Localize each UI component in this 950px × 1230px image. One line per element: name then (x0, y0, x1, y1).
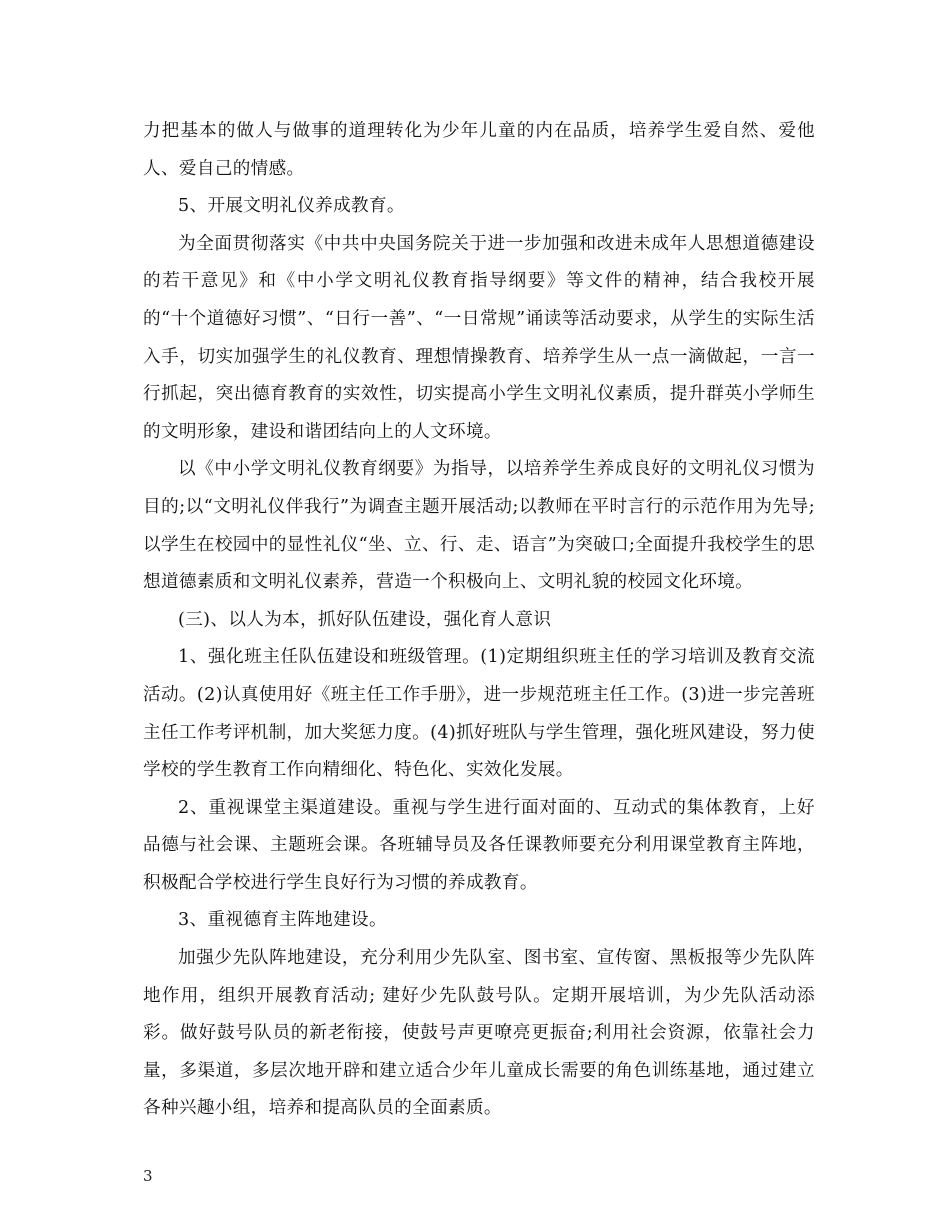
section-heading-3: (三)、以人为本，抓好队伍建设，强化育人意识 (178, 609, 552, 630)
body-text (143, 113, 815, 1128)
paragraph-1: 力把基本的做人与做事的道理转化为少年儿童的内在品质，培养学生爱自然、爱他人、爱自己的情感。 (143, 121, 815, 179)
paragraph-8-heading: 3、重视德育主阵地建设。 (178, 910, 387, 931)
paragraph-9: 加强少先队阵地建设，充分利用少先队室、图书室、宣传窗、黑板报等少先队阵地作用，组织开展教育活动; 建好少先队鼓号队。定期开展培训，为少先队活动添彩。做好鼓号队员的新老衔接，使鼓号声更嘹亮更振奋;利用社会资源，依靠社会力量，多渠道，多层次地开辟和建立适合少年儿童成长需要的角色训练基地，通过建立各种兴趣小组，培养和提高队员的全面素质。 (143, 948, 815, 1119)
paragraph-4: 以《中小学文明礼仪教育纲要》为指导，以培养学生养成良好的文明礼仪习惯为目的;以“文明礼仪伴我行”为调查主题开展活动;以教师在平时言行的示范作用为先导;以学生在校园中的显性礼仪“坐、立、行、走、语言”为突破口;全面提升我校学生的思想道德素质和文明礼仪素养，营造一个积极向上、文明礼貌的校园文化环境。 (143, 459, 815, 593)
paragraph-3: 为全面贯彻落实《中共中央国务院关于进一步加强和改进未成年人思想道德建设的若干意见》和《中小学文明礼仪教育指导纲要》等文件的精神，结合我校开展的“十个道德好习惯”、“日行一善”、“一日常规”诵读等活动要求，从学生的实际生活入手，切实加强学生的礼仪教育、理想情操教育、培养学生从一点一滴做起，一言一行抓起，突出德育教育的实效性，切实提高小学生文明礼仪素质，提升群英小学师生的文明形象，建设和谐团结向上的人文环境。 (143, 233, 815, 442)
paragraph-6: 1、强化班主任队伍建设和班级管理。(1)定期组织班主任的学习培训及教育交流活动。(2)认真使用好《班主任工作手册》，进一步规范班主任工作。(3)进一步完善班主任工作考评机制，加大奖惩力度。(4)抓好班队与学生管理，强化班风建设，努力使学校的学生教育工作向精细化、特色化、实效化发展。 (143, 647, 815, 781)
paragraph-2-heading: 5、开展文明礼仪养成教育。 (178, 196, 405, 217)
paragraph-7: 2、重视课堂主渠道建设。重视与学生进行面对面的、互动式的集体教育，上好品德与社会课、主题班会课。各班辅导员及各任课教师要充分利用课堂教育主阵地，积极配合学校进行学生良好行为习惯的养成教育。 (143, 797, 815, 893)
page-number: 3 (143, 1167, 153, 1185)
